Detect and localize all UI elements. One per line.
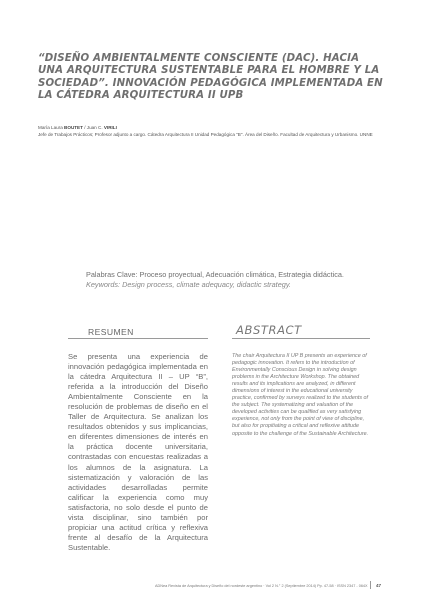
keywords-english: Keywords: Design process, climate adequacy, didactic strategy. [86, 280, 291, 290]
author-first-names: María Laura [38, 125, 65, 130]
author-separator: / Juan C. [82, 125, 104, 130]
abstract-heading: ABSTRACT [236, 323, 302, 337]
page-number: 47 [376, 583, 382, 588]
footer-divider [370, 581, 371, 589]
author-names [38, 125, 383, 132]
abstract-body: The chair Arquitectura II UP B presents an experience of pedagogic innovation. It refers to the introduction of Environmentally Conscious Design in solving design problems in the Architecture Workshop. The obtained results and its implications are analyzed, in different dimensions of interest in the educational university practice, confirmed by surveys realized to the students of the subject. The systematizing and valuation of the developed activities can be qualified as very satisfying experience, not only from the point of view of discipline, but also for propitiating a critical and reflexive attitude opposite to the challenge of the Sustainable Architecture. [232, 353, 369, 437]
resumen-body: Se presenta una experiencia de innovación pedagógica implementada en la cátedra Arquitectura II – UP “B”, referida a la introducción del Diseño Ambientalmente Consciente en la resolución de problemas de diseño en el Taller de Arquitectura. Se analizan los resultados obtenidos y sus implicancias, en diferentes dimensiones de interés en la práctica docente universitaria, contrastadas con encuestas realizadas a los alumnos de la asignatura. La sistematización y valoración de las actividades desarrolladas permite calificar la experiencia como muy satisfactoria, no solo desde el punto de vista disciplinar, sino también por propiciar una actitud crítica y reflexiva frente al desafío de la Arquitectura Sustentable. [68, 352, 208, 552]
journal-footer: ADNea Revista de Arquitectura y Diseño del nordeste argentino · Vol 2 N.° 2 (Septiembre 2014) Pp. 47-58 · ISSN 2347 - 064X [155, 584, 368, 588]
author-surname-1: BOUTET [64, 125, 83, 130]
article-title: “DISEÑO AMBIENTALMENTE CONSCIENTE (DAC). HACIA UNA ARQUITECTURA SUSTENTABLE PARA EL HOMBRE Y LA SOCIEDAD”. INNOVACIÓN PEDAGÓGICA IMPLEMENTADA EN LA CÁTEDRA ARQUITECTURA II UPB [38, 53, 383, 102]
author-block [38, 125, 383, 138]
resumen-heading: RESUMEN [88, 327, 134, 337]
author-affiliation: Jefe de Trabajos Prácticos; Profesor adjunto a cargo. Cátedra Arquitectura II Unidad Pedagógica "B". Área del Diseño. Facultad de Arquitectura y Urbanismo. UNNE [38, 131, 373, 137]
keywords-spanish: Palabras Clave: Proceso proyectual, Adecuación climática, Estrategia didáctica. [86, 270, 344, 279]
keywords-block [86, 270, 386, 291]
abstract-divider [232, 338, 370, 339]
resumen-divider [68, 338, 208, 339]
author-surname-2: VIRILI [103, 125, 117, 130]
